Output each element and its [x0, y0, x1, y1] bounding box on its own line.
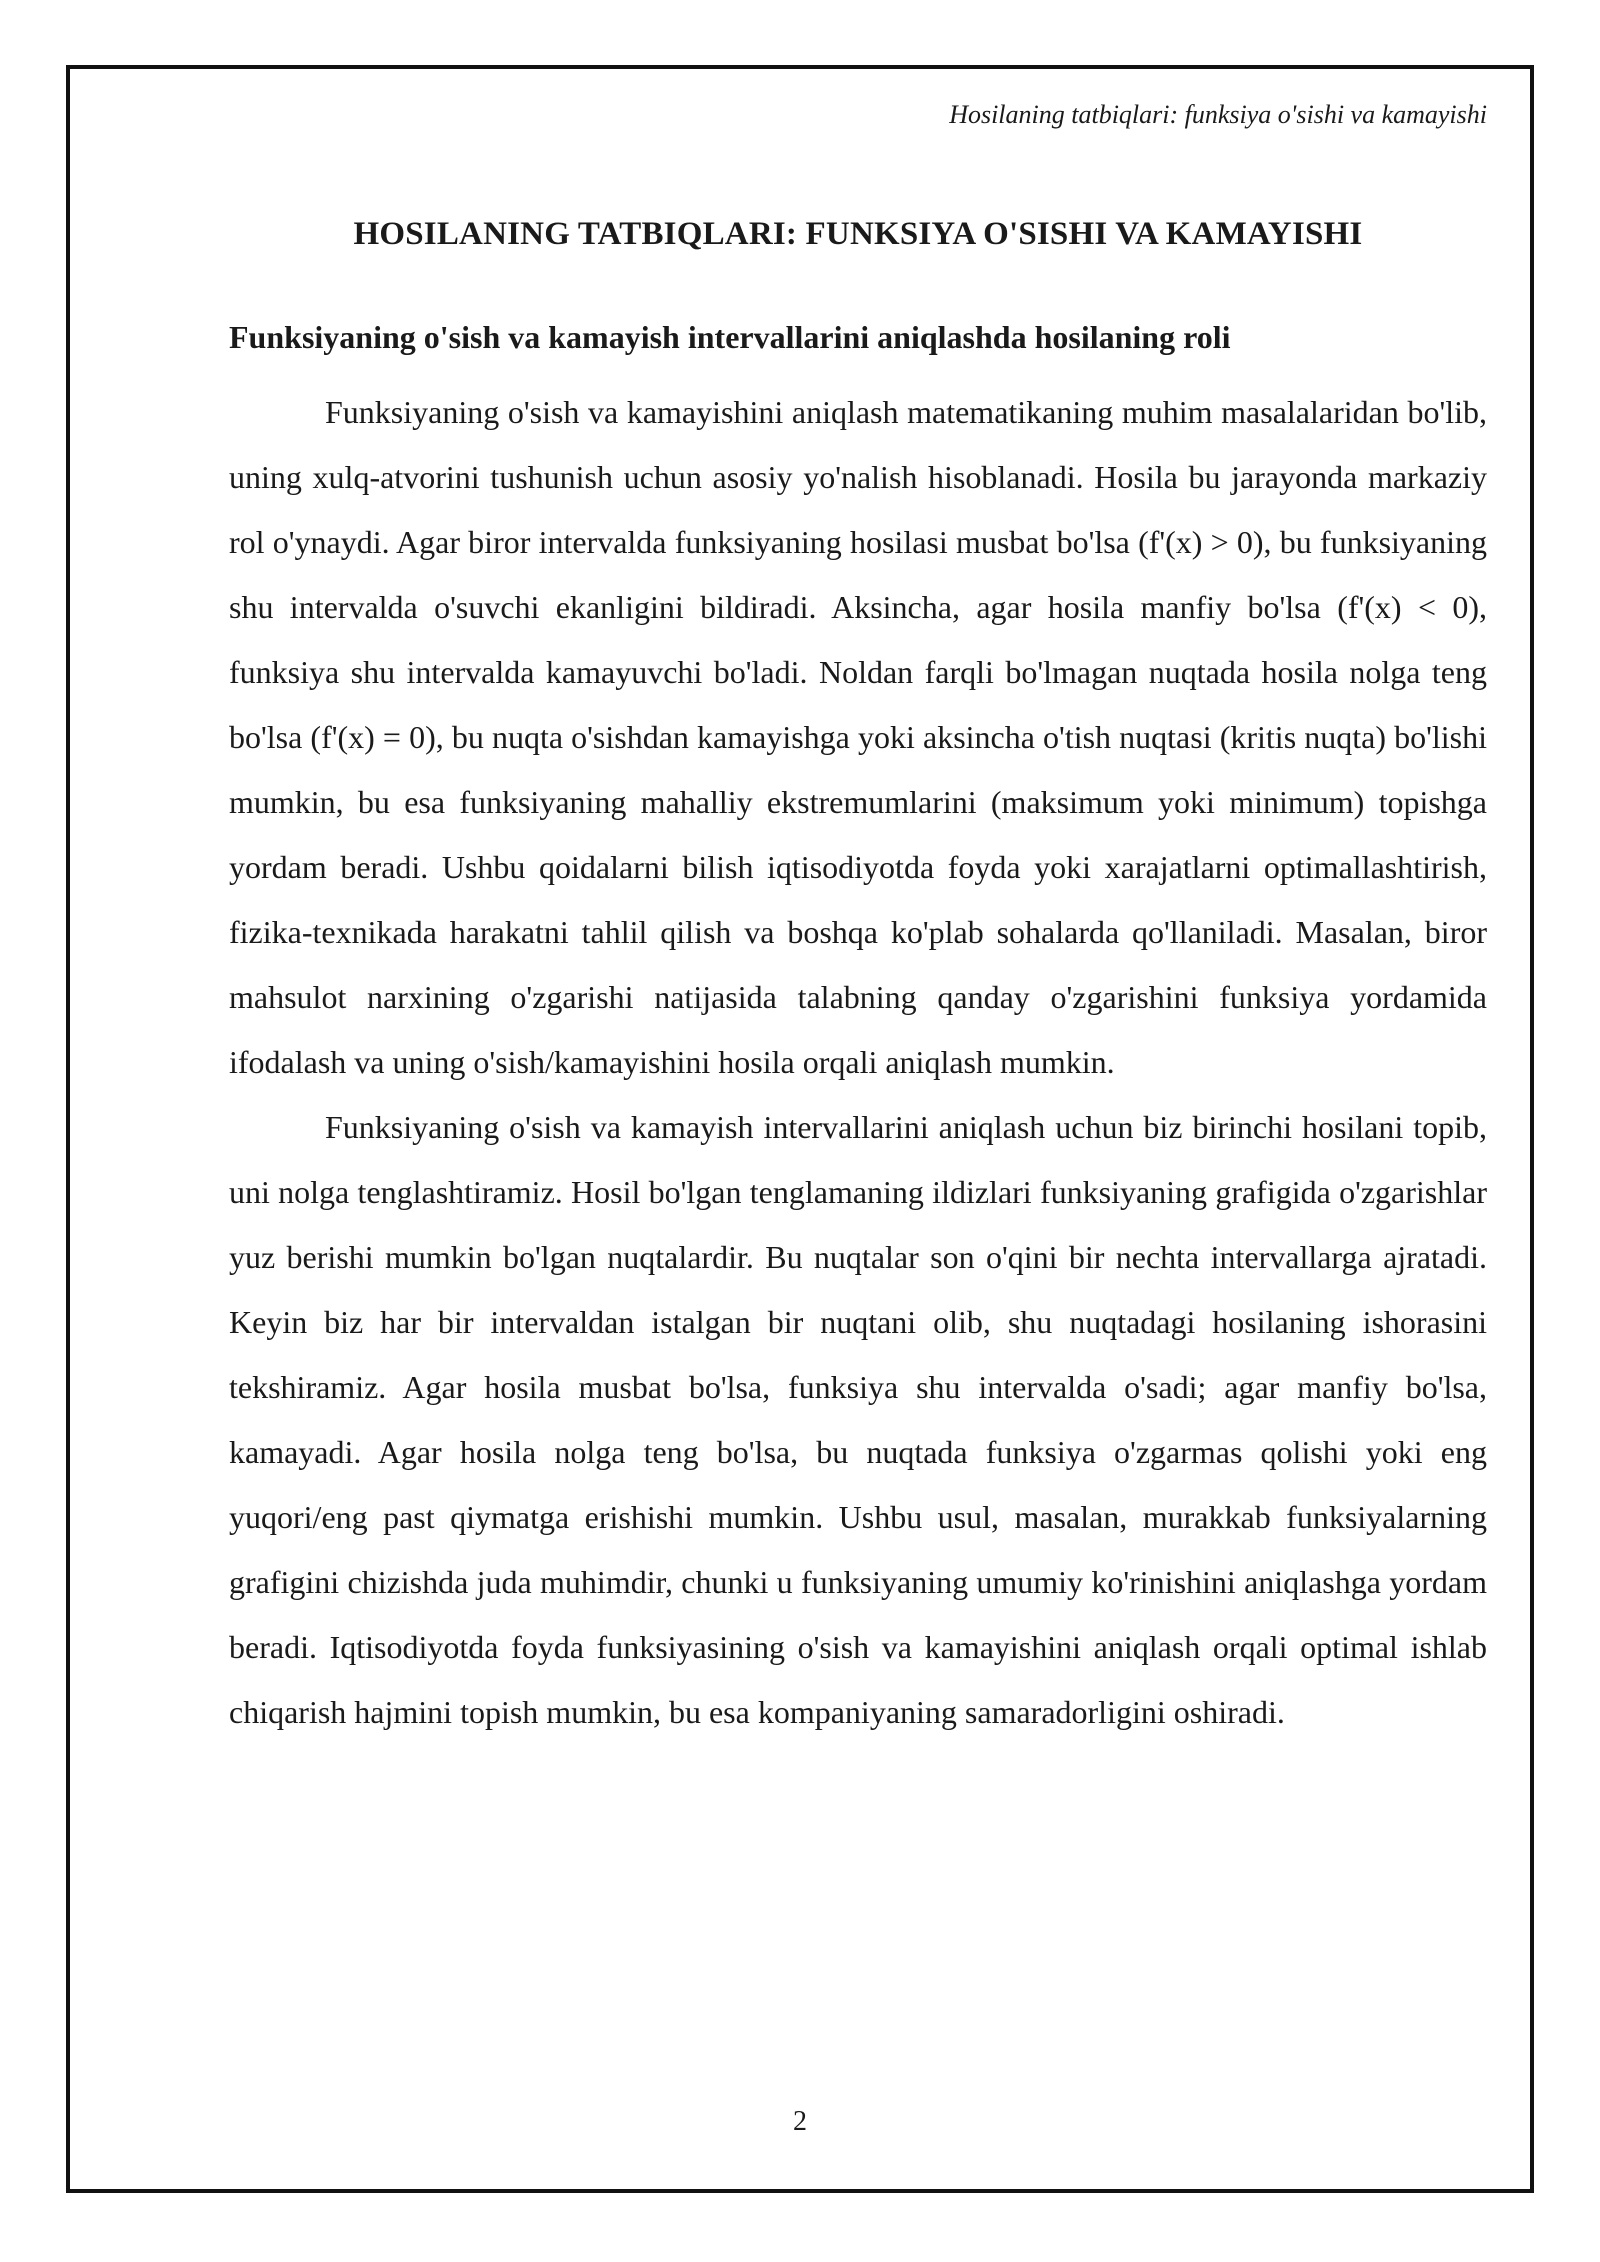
- document-body: [229, 212, 1487, 1745]
- running-header: Hosilaning tatbiqlari: funksiya o'sishi va kamayishi: [949, 100, 1487, 129]
- paragraph-1: Funksiyaning o'sish va kamayishini aniqlash matematikaning muhim masalalaridan bo'lib, uning xulq-atvorini tushunish uchun asosiy yo'nalish hisoblanadi. Hosila bu jarayonda markaziy rol o'ynaydi. Agar biror intervalda funksiyaning hosilasi musbat bo'lsa (f'(x) > 0), bu funksiyaning shu intervalda o'suvchi ekanligini bildiradi. Aksincha, agar hosila manfiy bo'lsa (f'(x) < 0), funksiya shu intervalda kamayuvchi bo'ladi. Noldan farqli bo'lmagan nuqtada hosila nolga teng bo'lsa (f'(x) = 0), bu nuqta o'sishdan kamayishga yoki aksincha o'tish nuqtasi (kritis nuqta) bo'lishi mumkin, bu esa funksiyaning mahalliy ekstremumlarini (maksimum yoki minimum) topishga yordam beradi. Ushbu qoidalarni bilish iqtisodiyotda foyda yoki xarajatlarni optimallashtirish, fizika-texnikada harakatni tahlil qilish va boshqa ko'plab sohalarda qo'llaniladi. Masalan, biror mahsulot narxining o'zgarishi natijasida talabning qanday o'zgarishini funksiya yordamida ifodalash va uning o'sish/kamayishini hosila orqali aniqlash mumkin.: [229, 394, 1487, 1080]
- paragraph-2: Funksiyaning o'sish va kamayish intervallarini aniqlash uchun biz birinchi hosilani topib, uni nolga tenglashtiramiz. Hosil bo'lgan tenglamaning ildizlari funksiyaning grafigida o'zgarishlar yuz berishi mumkin bo'lgan nuqtalardir. Bu nuqtalar son o'qini bir nechta intervallarga ajratadi. Keyin biz har bir intervaldan istalgan bir nuqtani olib, shu nuqtadagi hosilaning ishorasini tekshiramiz. Agar hosila musbat bo'lsa, funksiya shu intervalda o'sadi; agar manfiy bo'lsa, kamayadi. Agar hosila nolga teng bo'lsa, bu nuqtada funksiya o'zgarmas qolishi yoki eng yuqori/eng past qiymatga erishishi mumkin. Ushbu usul, masalan, murakkab funksiyalarning grafigini chizishda juda muhimdir, chunki u funksiyaning umumiy ko'rinishini aniqlashga yordam beradi. Iqtisodiyotda foyda funksiyasining o'sish va kamayishini aniqlash orqali optimal ishlab chiqarish hajmini topish mumkin, bu esa kompaniyaning samaradorligini oshiradi.: [229, 1109, 1487, 1730]
- page-number: 2: [793, 2106, 807, 2137]
- section-heading: Funksiyaning o'sish va kamayish intervallarini aniqlashda hosilaning roli: [229, 319, 1231, 355]
- document-title: HOSILANING TATBIQLARI: FUNKSIYA O'SISHI VA KAMAYISHI: [353, 216, 1363, 252]
